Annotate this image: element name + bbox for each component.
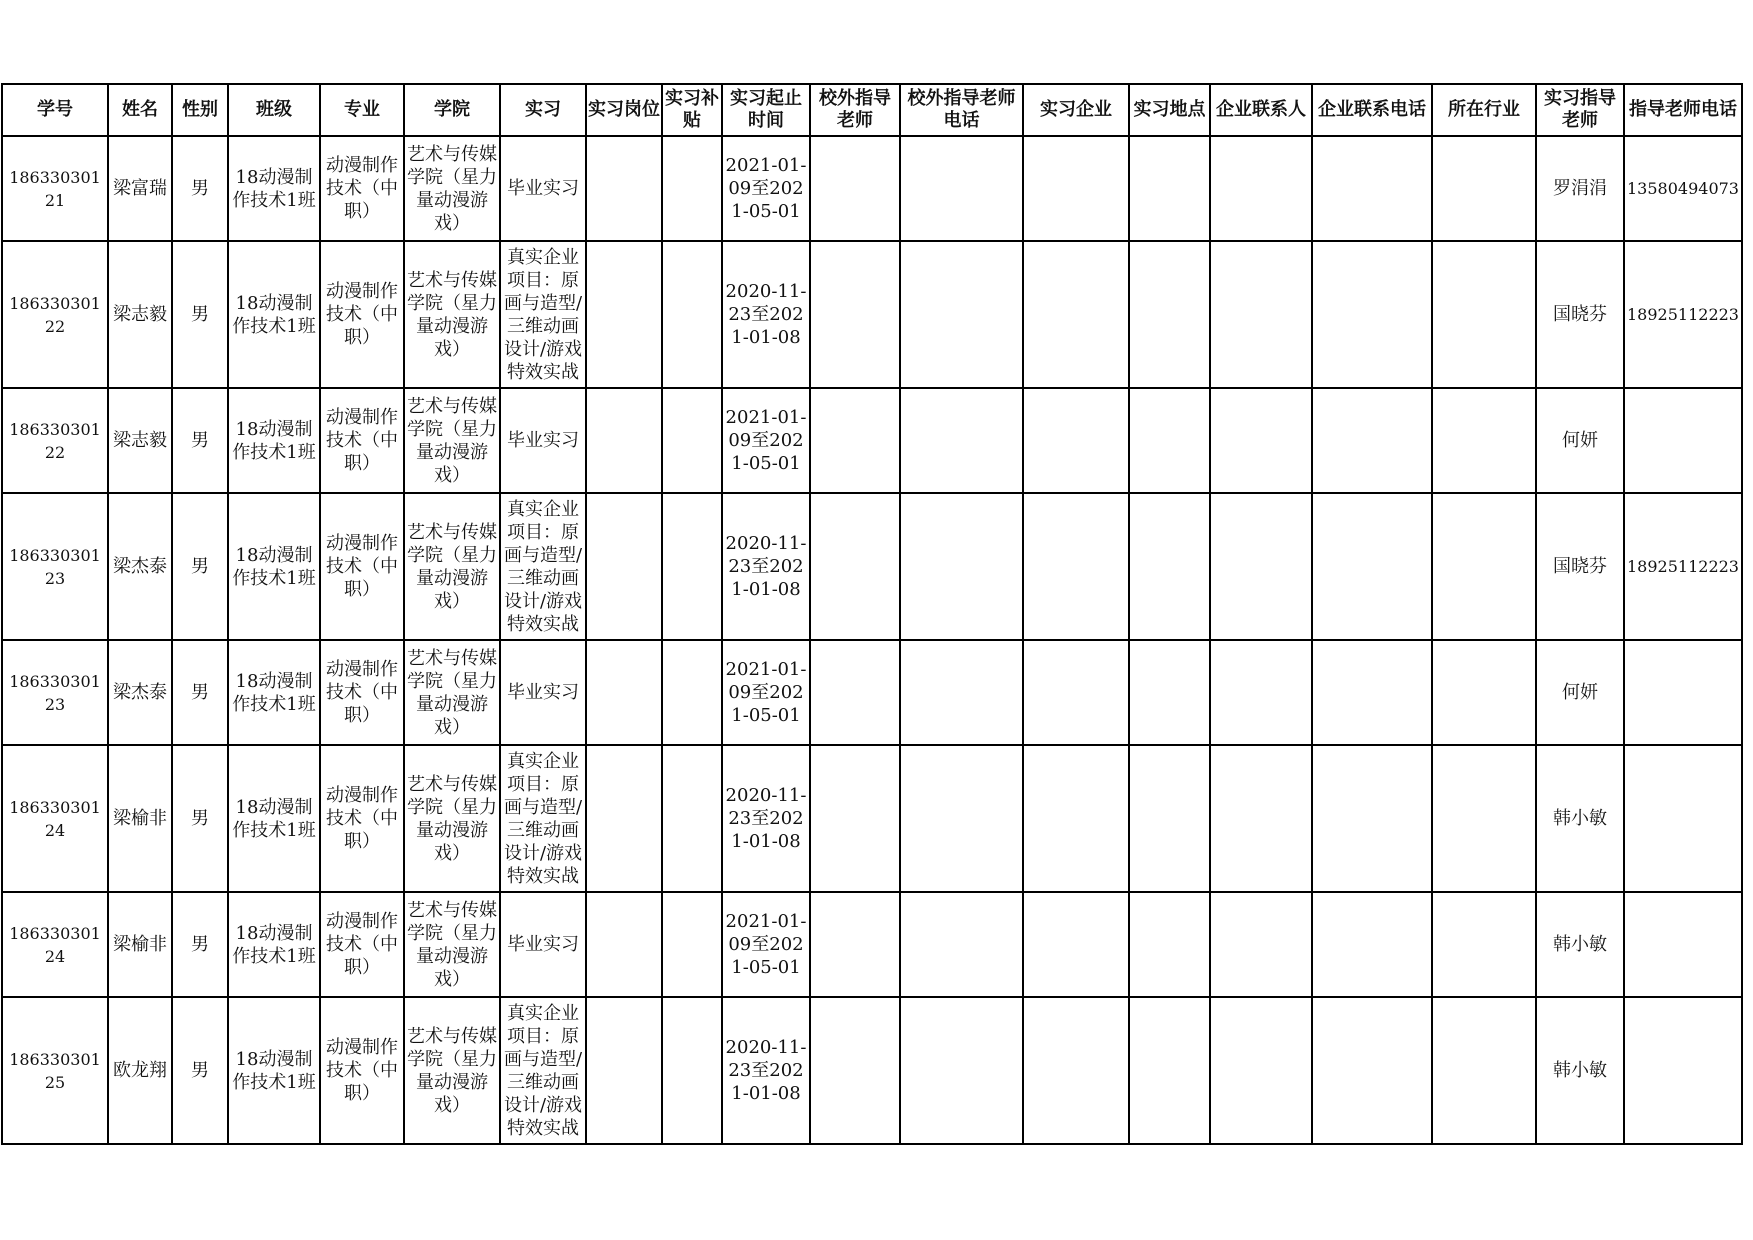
contact-cell [1210, 745, 1312, 892]
industry-cell [1432, 745, 1536, 892]
industry-cell [1432, 493, 1536, 640]
college-cell [404, 640, 500, 745]
name-text: 梁志毅 [113, 430, 167, 451]
major-text: 动漫制作技术（中职） [326, 155, 398, 222]
header-row [2, 84, 1742, 136]
subsidy-cell [662, 493, 722, 640]
contact-phone-cell [1312, 745, 1432, 892]
teacher-text: 韩小敏 [1553, 1060, 1607, 1081]
contact-cell [1210, 241, 1312, 388]
table-row [2, 745, 1742, 892]
internship-text: 真实企业项目：原画与造型/三维动画设计/游戏特效实战 [503, 750, 583, 887]
name-text: 梁富瑞 [113, 178, 167, 199]
contact-phone-cell [1312, 997, 1432, 1144]
internship-text: 毕业实习 [507, 682, 579, 703]
name-text: 欧龙翔 [113, 1060, 167, 1081]
contact-cell [1210, 997, 1312, 1144]
student-id-text: 18633030123 [9, 671, 101, 714]
class-cell [228, 241, 320, 388]
class-cell [228, 997, 320, 1144]
major-text: 动漫制作技术（中职） [326, 1037, 398, 1104]
header-contact: 企业联系人 [1210, 84, 1312, 136]
teacher-text: 国晓芬 [1553, 556, 1607, 577]
internship-text: 毕业实习 [507, 178, 579, 199]
name-text: 梁志毅 [113, 304, 167, 325]
gender-text: 男 [191, 304, 209, 325]
teacher-text: 韩小敏 [1553, 808, 1607, 829]
header-major: 专业 [320, 84, 404, 136]
period-text: 2021-01-09至2021-05-01 [725, 407, 807, 474]
header-teacher-phone: 指导老师电话 [1624, 84, 1742, 136]
class-text: 18动漫制作技术1班 [232, 544, 316, 589]
location-cell [1129, 493, 1210, 640]
ext-phone-cell [900, 388, 1023, 493]
teacher-cell [1536, 640, 1624, 745]
post-cell [586, 892, 662, 997]
teacher-phone-cell [1624, 745, 1742, 892]
period-text: 2021-01-09至2021-05-01 [725, 155, 807, 222]
student-id-cell [2, 388, 108, 493]
table-row [2, 241, 1742, 388]
company-cell [1023, 388, 1129, 493]
post-cell [586, 997, 662, 1144]
name-cell [108, 997, 172, 1144]
ext-phone-cell [900, 997, 1023, 1144]
student-id-text: 18633030125 [9, 1049, 101, 1092]
header-student-id: 学号 [2, 84, 108, 136]
header-industry: 所在行业 [1432, 84, 1536, 136]
ext-phone-cell [900, 136, 1023, 241]
teacher-text: 罗涓涓 [1553, 178, 1607, 199]
teacher-cell [1536, 241, 1624, 388]
location-cell [1129, 997, 1210, 1144]
ext-teacher-cell [810, 997, 900, 1144]
teacher-phone-cell [1624, 892, 1742, 997]
period-cell [722, 388, 810, 493]
major-cell [320, 745, 404, 892]
company-cell [1023, 136, 1129, 241]
teacher-phone-text: 18925112223 [1627, 557, 1739, 576]
location-cell [1129, 640, 1210, 745]
major-text: 动漫制作技术（中职） [326, 785, 398, 852]
class-text: 18动漫制作技术1班 [232, 796, 316, 841]
internship-text: 毕业实习 [507, 934, 579, 955]
teacher-phone-cell [1624, 136, 1742, 241]
period-text: 2020-11-23至2021-01-08 [725, 785, 807, 852]
company-cell [1023, 640, 1129, 745]
gender-text: 男 [191, 934, 209, 955]
major-cell [320, 892, 404, 997]
company-cell [1023, 493, 1129, 640]
college-cell [404, 241, 500, 388]
period-text: 2020-11-23至2021-01-08 [725, 281, 807, 348]
internship-cell [500, 388, 586, 493]
header-internship: 实习 [500, 84, 586, 136]
table-row [2, 388, 1742, 493]
teacher-cell [1536, 493, 1624, 640]
student-id-cell [2, 136, 108, 241]
ext-teacher-cell [810, 493, 900, 640]
gender-cell [172, 241, 228, 388]
contact-phone-cell [1312, 493, 1432, 640]
ext-phone-cell [900, 745, 1023, 892]
period-cell [722, 241, 810, 388]
major-text: 动漫制作技术（中职） [326, 407, 398, 474]
ext-teacher-cell [810, 892, 900, 997]
internship-text: 真实企业项目：原画与造型/三维动画设计/游戏特效实战 [503, 246, 583, 383]
ext-phone-cell [900, 241, 1023, 388]
college-cell [404, 388, 500, 493]
gender-cell [172, 997, 228, 1144]
table-row [2, 493, 1742, 640]
major-cell [320, 388, 404, 493]
major-text: 动漫制作技术（中职） [326, 533, 398, 600]
student-id-text: 18633030124 [9, 923, 101, 966]
subsidy-cell [662, 745, 722, 892]
name-cell [108, 388, 172, 493]
internship-cell [500, 640, 586, 745]
student-id-cell [2, 997, 108, 1144]
gender-cell [172, 136, 228, 241]
header-subsidy: 实习补贴 [662, 84, 722, 136]
teacher-phone-cell [1624, 388, 1742, 493]
student-id-text: 18633030122 [9, 293, 101, 336]
subsidy-cell [662, 892, 722, 997]
header-college: 学院 [404, 84, 500, 136]
name-cell [108, 136, 172, 241]
contact-cell [1210, 640, 1312, 745]
student-id-cell [2, 640, 108, 745]
header-post: 实习岗位 [586, 84, 662, 136]
company-cell [1023, 997, 1129, 1144]
college-cell [404, 136, 500, 241]
teacher-cell [1536, 997, 1624, 1144]
header-company: 实习企业 [1023, 84, 1129, 136]
post-cell [586, 136, 662, 241]
student-id-cell [2, 241, 108, 388]
internship-cell [500, 493, 586, 640]
industry-cell [1432, 388, 1536, 493]
subsidy-cell [662, 241, 722, 388]
class-cell [228, 388, 320, 493]
student-id-text: 18633030121 [9, 167, 101, 210]
post-cell [586, 745, 662, 892]
name-cell [108, 493, 172, 640]
header-ext-teacher: 校外指导老师 [810, 84, 900, 136]
industry-cell [1432, 892, 1536, 997]
gender-text: 男 [191, 682, 209, 703]
student-id-cell [2, 892, 108, 997]
name-text: 梁杰泰 [113, 556, 167, 577]
header-name: 姓名 [108, 84, 172, 136]
period-cell [722, 136, 810, 241]
table-row [2, 640, 1742, 745]
college-cell [404, 745, 500, 892]
gender-text: 男 [191, 178, 209, 199]
industry-cell [1432, 997, 1536, 1144]
teacher-cell [1536, 136, 1624, 241]
post-cell [586, 640, 662, 745]
period-cell [722, 892, 810, 997]
industry-cell [1432, 640, 1536, 745]
ext-phone-cell [900, 640, 1023, 745]
internship-text: 毕业实习 [507, 430, 579, 451]
name-text: 梁杰泰 [113, 682, 167, 703]
major-text: 动漫制作技术（中职） [326, 911, 398, 978]
contact-phone-cell [1312, 892, 1432, 997]
table-row [2, 136, 1742, 241]
college-text: 艺术与传媒学院（星力量动漫游戏） [407, 395, 497, 486]
teacher-phone-cell [1624, 997, 1742, 1144]
name-cell [108, 892, 172, 997]
header-contact-phone: 企业联系电话 [1312, 84, 1432, 136]
student-id-cell [2, 745, 108, 892]
contact-phone-cell [1312, 640, 1432, 745]
class-text: 18动漫制作技术1班 [232, 292, 316, 337]
contact-cell [1210, 892, 1312, 997]
class-text: 18动漫制作技术1班 [232, 166, 316, 211]
gender-text: 男 [191, 808, 209, 829]
major-text: 动漫制作技术（中职） [326, 659, 398, 726]
class-cell [228, 892, 320, 997]
name-cell [108, 745, 172, 892]
college-text: 艺术与传媒学院（星力量动漫游戏） [407, 1025, 497, 1116]
ext-phone-cell [900, 493, 1023, 640]
college-cell [404, 493, 500, 640]
internship-cell [500, 745, 586, 892]
period-text: 2020-11-23至2021-01-08 [725, 1037, 807, 1104]
contact-cell [1210, 136, 1312, 241]
subsidy-cell [662, 997, 722, 1144]
table-body [2, 136, 1742, 1144]
ext-teacher-cell [810, 745, 900, 892]
post-cell [586, 388, 662, 493]
college-text: 艺术与传媒学院（星力量动漫游戏） [407, 143, 497, 234]
teacher-phone-cell [1624, 241, 1742, 388]
location-cell [1129, 892, 1210, 997]
class-cell [228, 745, 320, 892]
college-cell [404, 892, 500, 997]
college-text: 艺术与传媒学院（星力量动漫游戏） [407, 521, 497, 612]
class-text: 18动漫制作技术1班 [232, 418, 316, 463]
major-cell [320, 493, 404, 640]
internship-cell [500, 892, 586, 997]
teacher-cell [1536, 745, 1624, 892]
location-cell [1129, 136, 1210, 241]
class-cell [228, 493, 320, 640]
company-cell [1023, 745, 1129, 892]
header-period: 实习起止时间 [722, 84, 810, 136]
contact-phone-cell [1312, 136, 1432, 241]
ext-teacher-cell [810, 388, 900, 493]
teacher-cell [1536, 892, 1624, 997]
internship-text: 真实企业项目：原画与造型/三维动画设计/游戏特效实战 [503, 498, 583, 635]
period-cell [722, 640, 810, 745]
header-teacher: 实习指导老师 [1536, 84, 1624, 136]
internship-table [1, 83, 1743, 1145]
college-text: 艺术与传媒学院（星力量动漫游戏） [407, 269, 497, 360]
college-text: 艺术与传媒学院（星力量动漫游戏） [407, 773, 497, 864]
post-cell [586, 493, 662, 640]
major-cell [320, 997, 404, 1144]
gender-text: 男 [191, 556, 209, 577]
major-text: 动漫制作技术（中职） [326, 281, 398, 348]
location-cell [1129, 388, 1210, 493]
contact-phone-cell [1312, 388, 1432, 493]
teacher-text: 何妍 [1562, 430, 1598, 451]
college-text: 艺术与传媒学院（星力量动漫游戏） [407, 647, 497, 738]
contact-cell [1210, 388, 1312, 493]
class-text: 18动漫制作技术1班 [232, 922, 316, 967]
ext-teacher-cell [810, 640, 900, 745]
company-cell [1023, 241, 1129, 388]
gender-cell [172, 388, 228, 493]
post-cell [586, 241, 662, 388]
location-cell [1129, 241, 1210, 388]
period-text: 2020-11-23至2021-01-08 [725, 533, 807, 600]
major-cell [320, 640, 404, 745]
student-id-text: 18633030122 [9, 419, 101, 462]
period-cell [722, 997, 810, 1144]
period-cell [722, 493, 810, 640]
internship-cell [500, 997, 586, 1144]
industry-cell [1432, 241, 1536, 388]
internship-cell [500, 136, 586, 241]
major-cell [320, 241, 404, 388]
gender-cell [172, 493, 228, 640]
teacher-phone-text: 13580494073 [1627, 179, 1739, 198]
table-row [2, 997, 1742, 1144]
name-text: 梁榆非 [113, 808, 167, 829]
industry-cell [1432, 136, 1536, 241]
location-cell [1129, 745, 1210, 892]
teacher-cell [1536, 388, 1624, 493]
student-id-text: 18633030124 [9, 797, 101, 840]
internship-text: 真实企业项目：原画与造型/三维动画设计/游戏特效实战 [503, 1002, 583, 1139]
name-cell [108, 640, 172, 745]
contact-cell [1210, 493, 1312, 640]
class-cell [228, 136, 320, 241]
period-text: 2021-01-09至2021-05-01 [725, 659, 807, 726]
student-id-text: 18633030123 [9, 545, 101, 588]
header-gender: 性别 [172, 84, 228, 136]
ext-teacher-cell [810, 241, 900, 388]
ext-teacher-cell [810, 136, 900, 241]
name-cell [108, 241, 172, 388]
class-text: 18动漫制作技术1班 [232, 1048, 316, 1093]
header-class: 班级 [228, 84, 320, 136]
subsidy-cell [662, 388, 722, 493]
gender-cell [172, 745, 228, 892]
period-text: 2021-01-09至2021-05-01 [725, 911, 807, 978]
period-cell [722, 745, 810, 892]
gender-text: 男 [191, 430, 209, 451]
college-text: 艺术与传媒学院（星力量动漫游戏） [407, 899, 497, 990]
gender-cell [172, 892, 228, 997]
gender-cell [172, 640, 228, 745]
college-cell [404, 997, 500, 1144]
teacher-text: 韩小敏 [1553, 934, 1607, 955]
header-ext-phone: 校外指导老师电话 [900, 84, 1023, 136]
major-cell [320, 136, 404, 241]
contact-phone-cell [1312, 241, 1432, 388]
company-cell [1023, 892, 1129, 997]
name-text: 梁榆非 [113, 934, 167, 955]
teacher-text: 何妍 [1562, 682, 1598, 703]
teacher-phone-cell [1624, 640, 1742, 745]
teacher-text: 国晓芬 [1553, 304, 1607, 325]
class-cell [228, 640, 320, 745]
ext-phone-cell [900, 892, 1023, 997]
subsidy-cell [662, 640, 722, 745]
table-row [2, 892, 1742, 997]
subsidy-cell [662, 136, 722, 241]
teacher-phone-text: 18925112223 [1627, 305, 1739, 324]
internship-cell [500, 241, 586, 388]
teacher-phone-cell [1624, 493, 1742, 640]
header-location: 实习地点 [1129, 84, 1210, 136]
student-id-cell [2, 493, 108, 640]
class-text: 18动漫制作技术1班 [232, 670, 316, 715]
gender-text: 男 [191, 1060, 209, 1081]
